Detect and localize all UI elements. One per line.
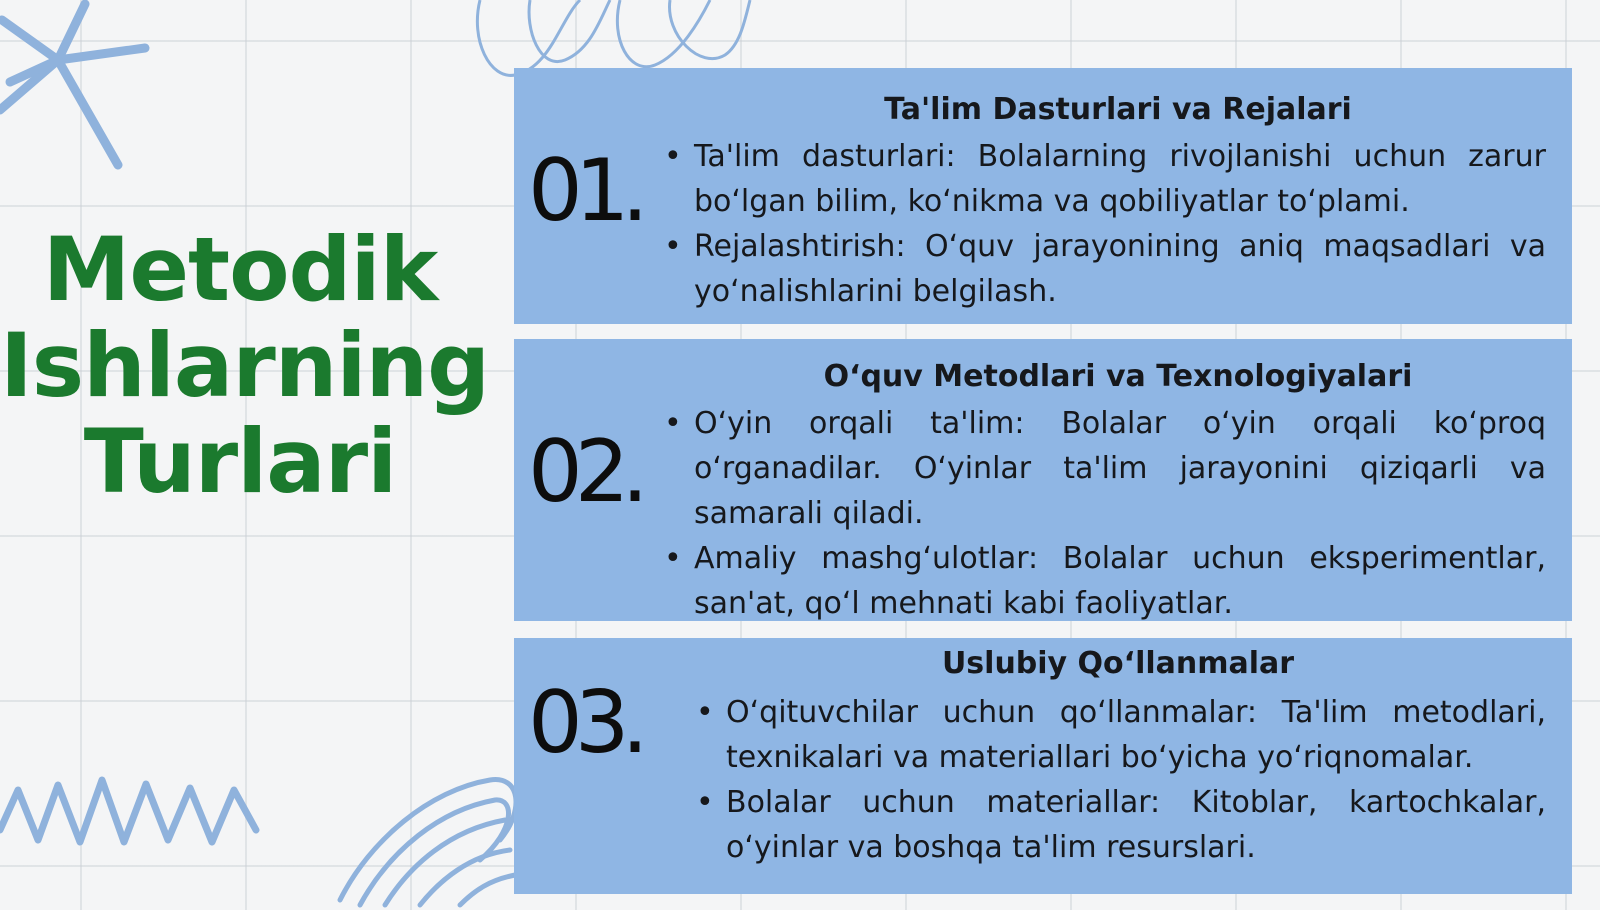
page-title-line-1: Metodik xyxy=(42,218,438,321)
bullet-item: • Bolalar uchun materiallar: Kitoblar, kartochkalar, o‘yinlar va boshqa ta'lim resurslari. xyxy=(726,780,1546,870)
page-title xyxy=(0,218,490,513)
section-bullet-list-1 xyxy=(694,134,1546,314)
bullet-item: • O‘qituvchilar uchun qo‘llanmalar: Ta'lim metodlari, texnikalari va materiallari bo‘yicha yo‘riqnomalar. xyxy=(726,690,1546,780)
zigzag-doodle-icon xyxy=(0,770,280,860)
page-title-line-2: Ishlarning xyxy=(0,314,490,417)
bullet-item: • Amaliy mashg‘ulotlar: Bolalar uchun eksperimentlar, san'at, qo‘l mehnati kabi faoliyatlar. xyxy=(694,536,1546,626)
section-bullet-list-2 xyxy=(694,401,1546,626)
bullet-item: • O‘yin orqali ta'lim: Bolalar o‘yin orqali ko‘proq o‘rganadilar. O‘yinlar ta'lim jarayonini qiziqarli va samarali qiladi. xyxy=(694,401,1546,536)
page-title-line-3: Turlari xyxy=(83,410,397,513)
section-panel-1 xyxy=(514,68,1572,324)
section-bullet-list-3 xyxy=(726,690,1546,870)
section-number-3: 03. xyxy=(528,673,641,773)
section-panel-2 xyxy=(514,339,1572,621)
section-heading-3: Uslubiy Qo‘llanmalar xyxy=(941,646,1295,681)
section-heading-2: O‘quv Metodlari va Texnologiyalari xyxy=(823,359,1413,394)
bullet-item: • Ta'lim dasturlari: Bolalarning rivojlanishi uchun zarur bo‘lgan bilim, ko‘nikma va qobiliyatlar to‘plami. xyxy=(694,134,1546,224)
scribble-bottom-doodle-icon xyxy=(330,770,530,910)
section-panel-3 xyxy=(514,638,1572,894)
section-number-2: 02. xyxy=(528,422,641,522)
bullet-item: • Rejalashtirish: O‘quv jarayonining aniq maqsadlari va yo‘nalishlarini belgilash. xyxy=(694,224,1546,314)
section-number-1: 01. xyxy=(528,141,641,241)
section-heading-1: Ta'lim Dasturlari va Rejalari xyxy=(884,92,1352,127)
star-doodle-icon xyxy=(0,0,170,190)
